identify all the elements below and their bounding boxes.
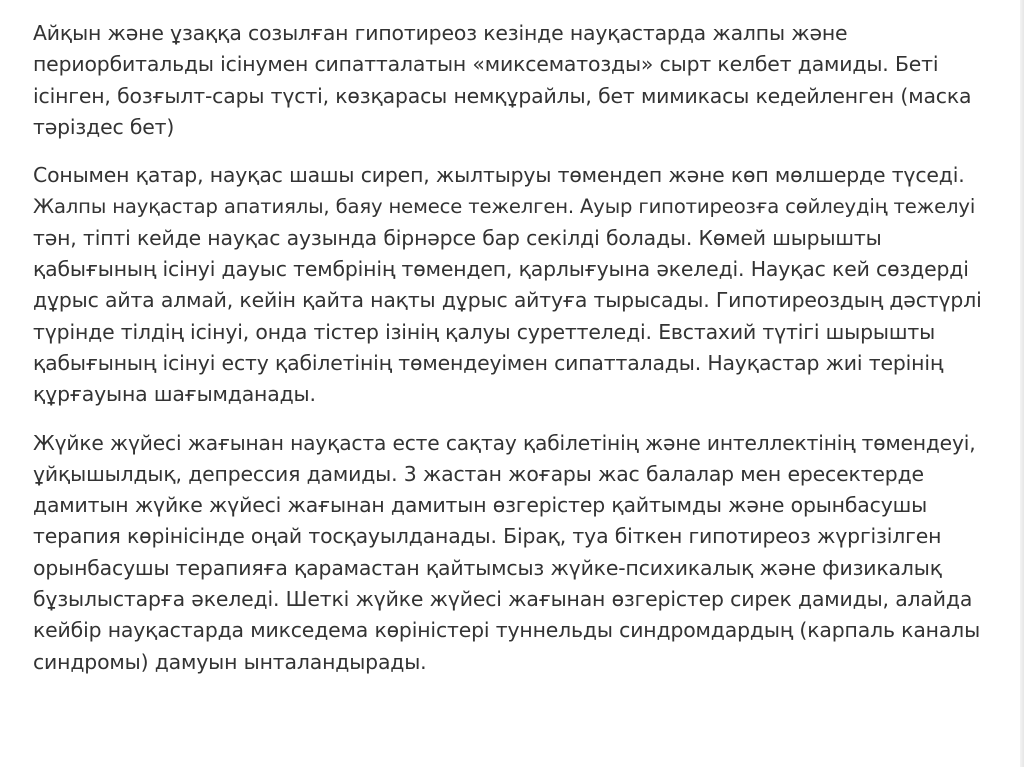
paragraph-line: құрғауына шағымданады. (33, 382, 316, 407)
document-body (33, 18, 982, 678)
paragraph-line: Жалпы науқастар апатиялы, баяу немесе тежелген. Ауыр гипотиреозға сөйлеудің тежелуі (33, 195, 976, 219)
paragraph-line: қабығының ісінуі есту қабілетінің төмендеуімен сипатталады. Науқастар жиі терінің (33, 350, 944, 375)
paragraph-line: терапия көрінісінде оңай тосқауылданады. Бірақ, туа біткен гипотиреоз жүргізілген (33, 524, 942, 549)
paragraph-line: дамитын жүйке жүйесі жағынан дамитын өзгерістер қайтымды және орынбасушы (33, 493, 928, 518)
paragraph-line: ісінген, бозғылт-сары түсті, көзқарасы немқұрайлы, бет мимикасы кедейленген (маска (33, 83, 972, 108)
paragraph-line: Айқын және ұзаққа созылған гипотиреоз кезінде науқастарда жалпы және (33, 21, 848, 45)
paragraph-line: тәріздес бет) (33, 114, 175, 139)
paragraph-line: түрінде тілдің ісінуі, онда тістер ізінің қалуы суреттеледі. Евстахий түтігі шырышты (33, 319, 936, 344)
paragraph-line: қабығының ісінуі дауыс тембрінің төмендеп, қарлығуына әкеледі. Науқас кей сөздерді (33, 257, 969, 282)
paragraph-line: орынбасушы терапияға қарамастан қайтымсыз жүйке-психикалық және физикалық (33, 555, 942, 580)
paragraph-1 (33, 18, 973, 143)
paragraph-line: дұрыс айта алмай, кейін қайта нақты дұрыс айтуға тырысады. Гипотиреоздың дәстүрлі (33, 288, 982, 313)
paragraph-line: кейбір науқастарда микседема көріністері туннельды синдромдардың (карпаль каналы (33, 618, 981, 643)
paragraph-line: бұзылыстарға әкеледі. Шеткі жүйке жүйесі жағынан өзгерістер сирек дамиды, алайда (33, 587, 973, 612)
paragraph-line: периорбитальды ісінумен сипатталатын «миксематозды» сырт келбет дамиды. Беті (33, 52, 939, 77)
paragraph-line: ұйқышылдық, депрессия дамиды. 3 жастан жоғары жас балалар мен ересектерде (33, 461, 924, 486)
paragraph-line: тән, тіпті кейде науқас аузында бірнәрсе бар секілді болады. Көмей шырышты (33, 225, 882, 250)
paragraph-2 (33, 160, 982, 410)
paragraph-line: синдромы) дамуын ынталандырады. (33, 649, 427, 674)
paragraph-line: Жүйке жүйесі жағынан науқаста есте сақтау қабілетінің және интеллектінің төмендеуі, (33, 430, 976, 455)
page-edge-divider (1020, 0, 1024, 767)
paragraph-3 (33, 428, 981, 678)
paragraph-line: Сонымен қатар, науқас шашы сиреп, жылтыруы төмендеп және көп мөлшерде түседі. (33, 163, 965, 188)
